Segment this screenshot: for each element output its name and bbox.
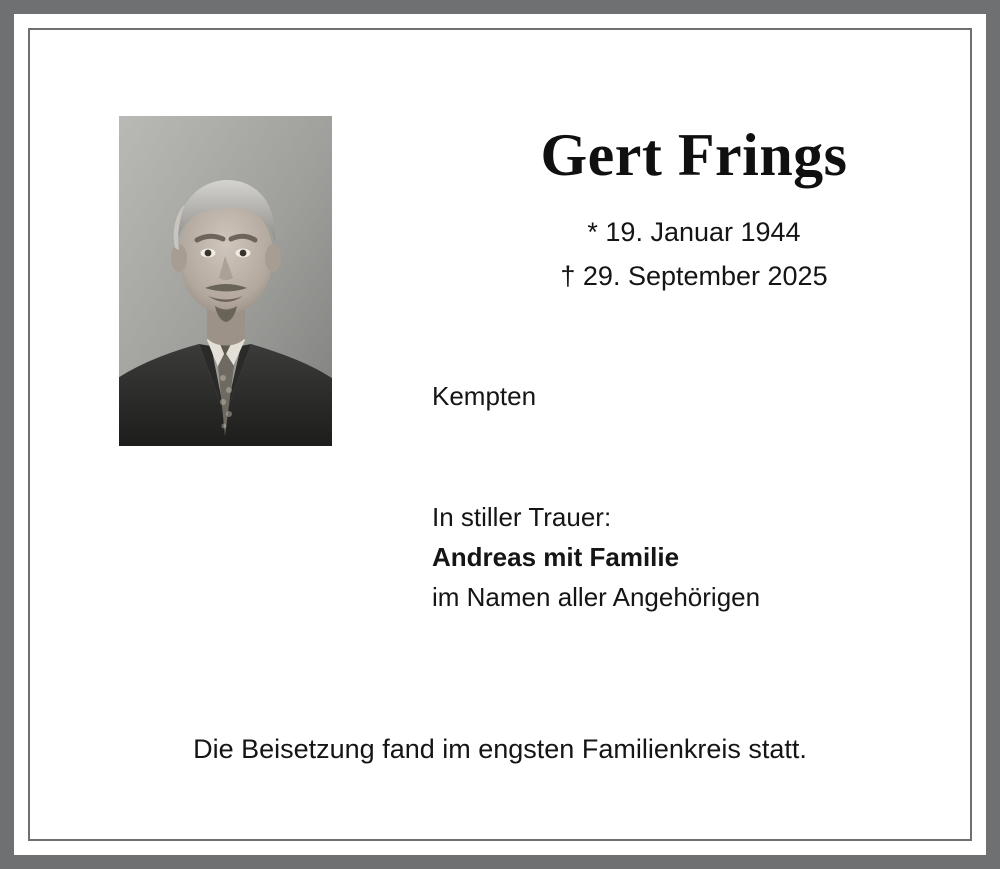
mourners-subline: im Namen aller Angehörigen [432, 582, 761, 612]
deceased-name: Gert Frings [540, 122, 848, 188]
life-dates [434, 210, 954, 298]
city-label: Kempten [432, 381, 537, 411]
mourning-intro: In stiller Trauer: [432, 502, 612, 532]
notice-content [14, 14, 986, 855]
mourners-name: Andreas mit Familie [432, 542, 680, 572]
portrait-photo [119, 116, 332, 446]
death-date: † 29. September 2025 [560, 261, 828, 291]
mourning-block [432, 497, 760, 617]
birth-date: * 19. Januar 1944 [587, 217, 801, 247]
funeral-note: Die Beisetzung fand im engsten Familienkreis statt. [193, 734, 807, 764]
